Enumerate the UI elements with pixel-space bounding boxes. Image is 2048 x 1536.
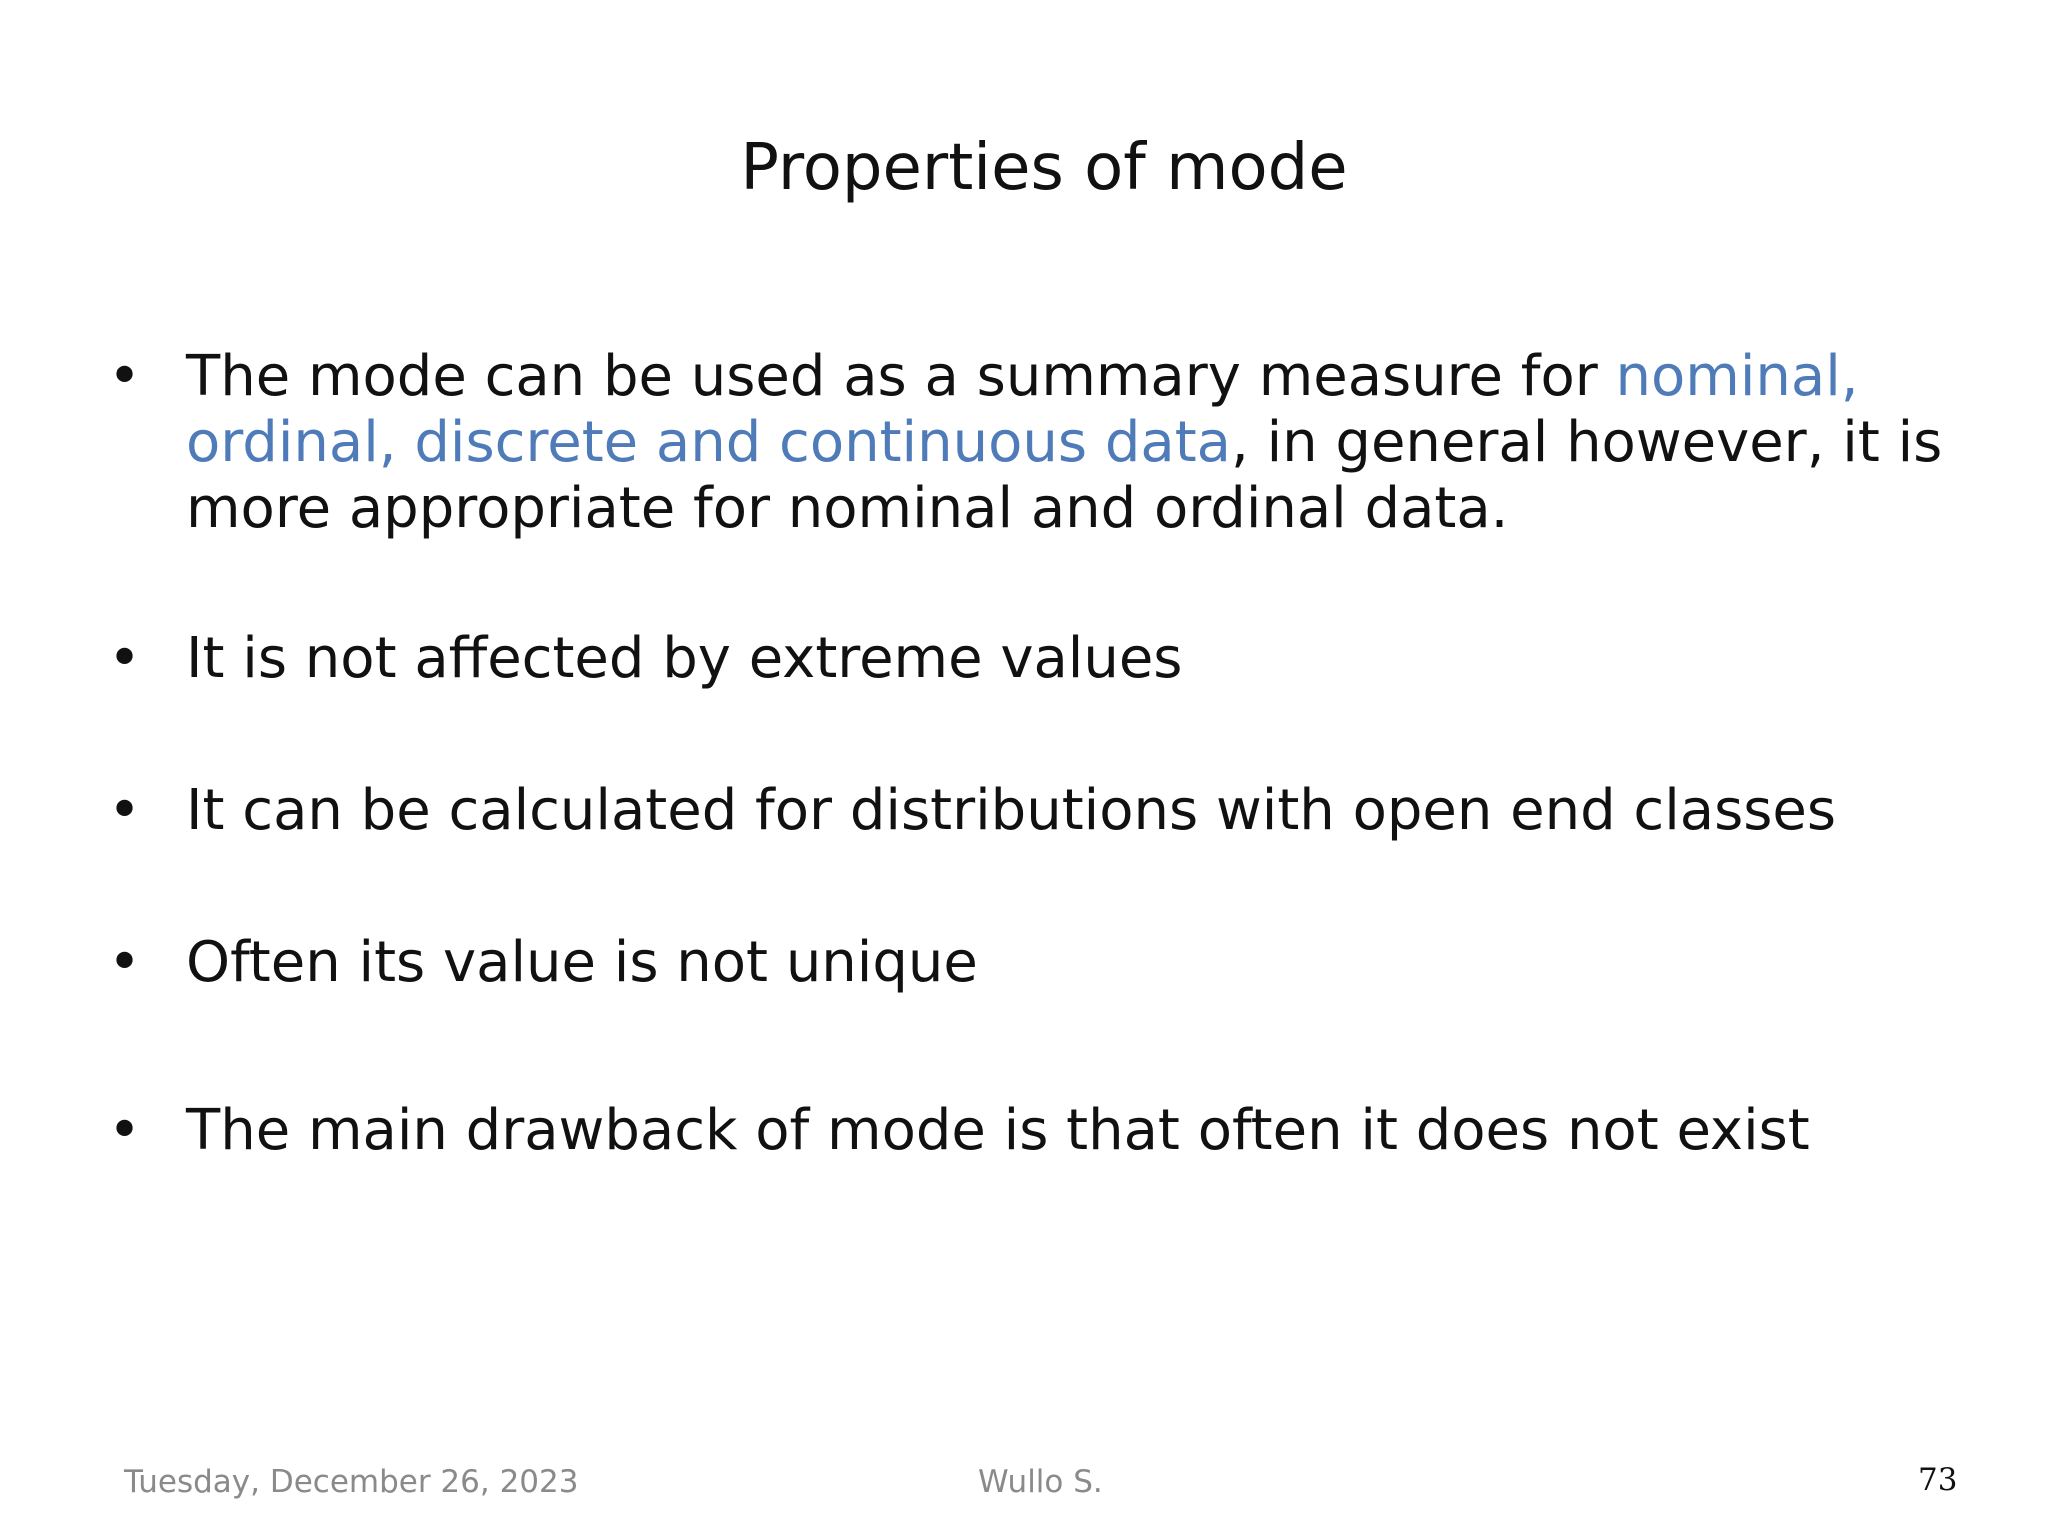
- bullet-text: The main drawback of mode is that often it does not exist: [186, 1098, 1810, 1163]
- bullet-text: Often its value is not unique: [186, 930, 978, 995]
- bullet-icon: •: [108, 1098, 142, 1163]
- bullet-item-3: [100, 778, 1980, 844]
- bullet-icon: •: [108, 344, 142, 409]
- page-number: 73: [1918, 1462, 1958, 1498]
- bullet-item-1: [100, 344, 1980, 542]
- bullet-item-2: [100, 626, 1980, 692]
- footer-date: Tuesday, December 26, 2023: [124, 1464, 579, 1500]
- slide-title: Properties of mode: [740, 131, 1348, 205]
- bullet-icon: •: [108, 930, 142, 995]
- bullet-icon: •: [108, 626, 142, 691]
- bullet-text-prefix: The mode can be used as a summary measure for: [186, 344, 1616, 409]
- footer-author: Wullo S.: [978, 1464, 1103, 1500]
- bullet-item-4: [100, 930, 1980, 996]
- bullet-text: It is not affected by extreme values: [186, 626, 1183, 691]
- bullet-list: [100, 344, 1980, 1164]
- bullet-icon: •: [108, 778, 142, 843]
- bullet-item-5: [100, 1098, 1980, 1164]
- bullet-text: It can be calculated for distributions with open end classes: [186, 778, 1837, 843]
- bullet-text-suffix: , in general however, it is more appropriate for nominal and ordinal data.: [186, 410, 1943, 541]
- bullet-highlight-text: nominal, ordinal, discrete and continuous data: [186, 344, 1859, 475]
